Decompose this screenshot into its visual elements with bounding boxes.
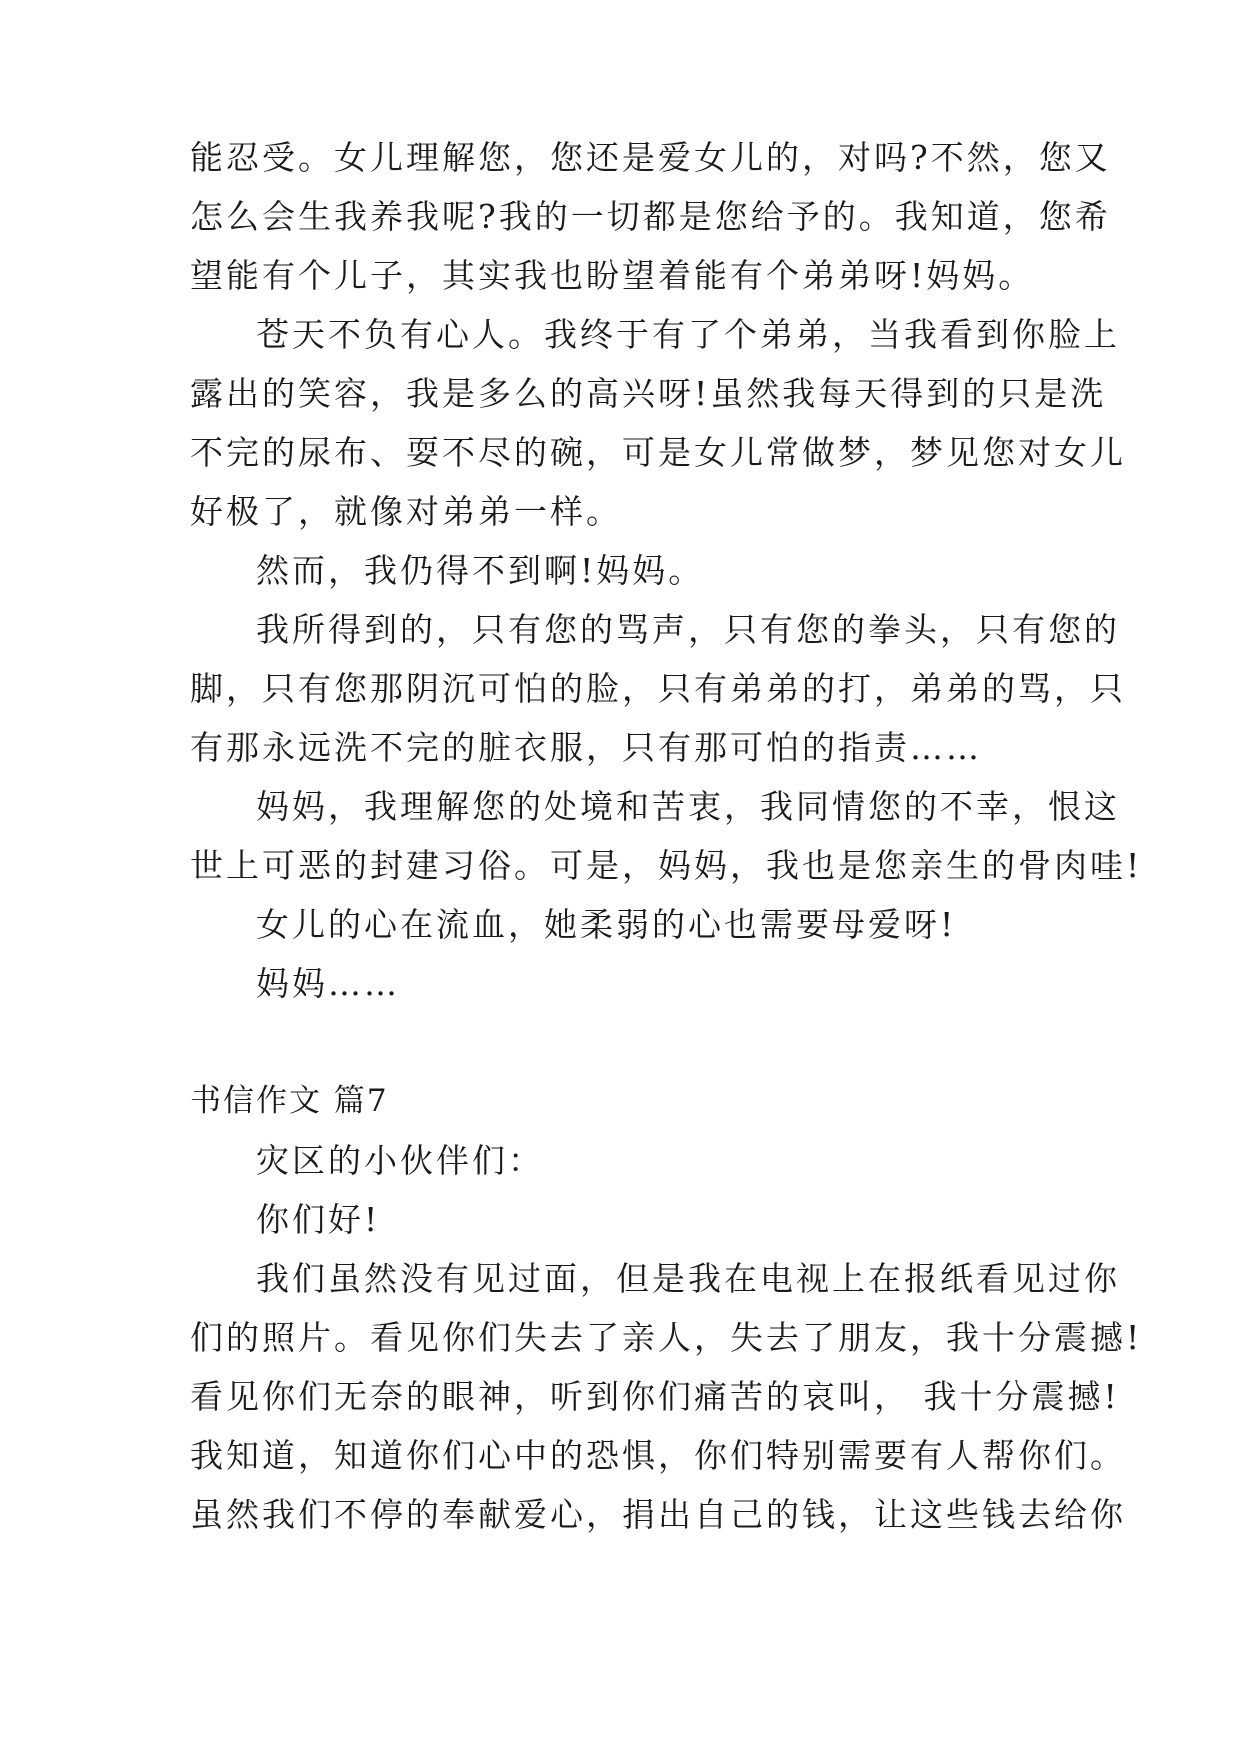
text-line: 我们虽然没有见过面，但是我在电视上在报纸看见过你 — [256, 1259, 1120, 1298]
text-line: 然而，我仍得不到啊!妈妈。 — [256, 551, 705, 590]
document-page — [190, 128, 1143, 1544]
text-line: 看见你们无奈的眼神，听到你们痛苦的哀叫， 我十分震撼! — [190, 1377, 1120, 1416]
text-line: 怎么会生我养我呢?我的一切都是您给予的。我知道，您希 — [190, 197, 1111, 236]
text-line: 妈妈，我理解您的处境和苦衷，我同情您的不幸，恨这 — [256, 787, 1120, 826]
text-line: 世上可恶的封建习俗。可是，妈妈，我也是您亲生的骨肉哇! — [190, 846, 1143, 885]
text-line: 有那永远洗不完的脏衣服，只有那可怕的指责…… — [190, 728, 982, 767]
text-line: 苍天不负有心人。我终于有了个弟弟，当我看到你脸上 — [256, 315, 1120, 354]
greeting: 你们好! — [256, 1200, 381, 1239]
text-line: 我知道，知道你们心中的恐惧，你们特别需要有人帮你们。 — [190, 1436, 1126, 1475]
salutation: 灾区的小伙伴们： — [256, 1141, 544, 1180]
text-line: 望能有个儿子，其实我也盼望着能有个弟弟呀!妈妈。 — [190, 256, 1035, 295]
section-heading: 书信作文 篇7 — [190, 1083, 389, 1119]
text-line: 们的照片。看见你们失去了亲人，失去了朋友，我十分震撼! — [190, 1318, 1143, 1357]
text-line: 我所得到的，只有您的骂声，只有您的拳头，只有您的 — [256, 610, 1120, 649]
text-line: 不完的尿布、耍不尽的碗，可是女儿常做梦，梦见您对女儿 — [190, 433, 1126, 472]
text-line: 妈妈…… — [256, 964, 400, 1003]
text-line: 脚，只有您那阴沉可怕的脸，只有弟弟的打，弟弟的骂，只 — [190, 669, 1126, 708]
text-line: 虽然我们不停的奉献爱心，捐出自己的钱，让这些钱去给你 — [190, 1495, 1126, 1534]
text-line: 女儿的心在流血，她柔弱的心也需要母爱呀! — [256, 905, 957, 944]
text-line: 好极了，就像对弟弟一样。 — [190, 492, 622, 531]
text-line: 能忍受。女儿理解您，您还是爱女儿的，对吗?不然，您又 — [190, 138, 1111, 177]
text-line: 露出的笑容，我是多么的高兴呀!虽然我每天得到的只是洗 — [190, 374, 1107, 413]
